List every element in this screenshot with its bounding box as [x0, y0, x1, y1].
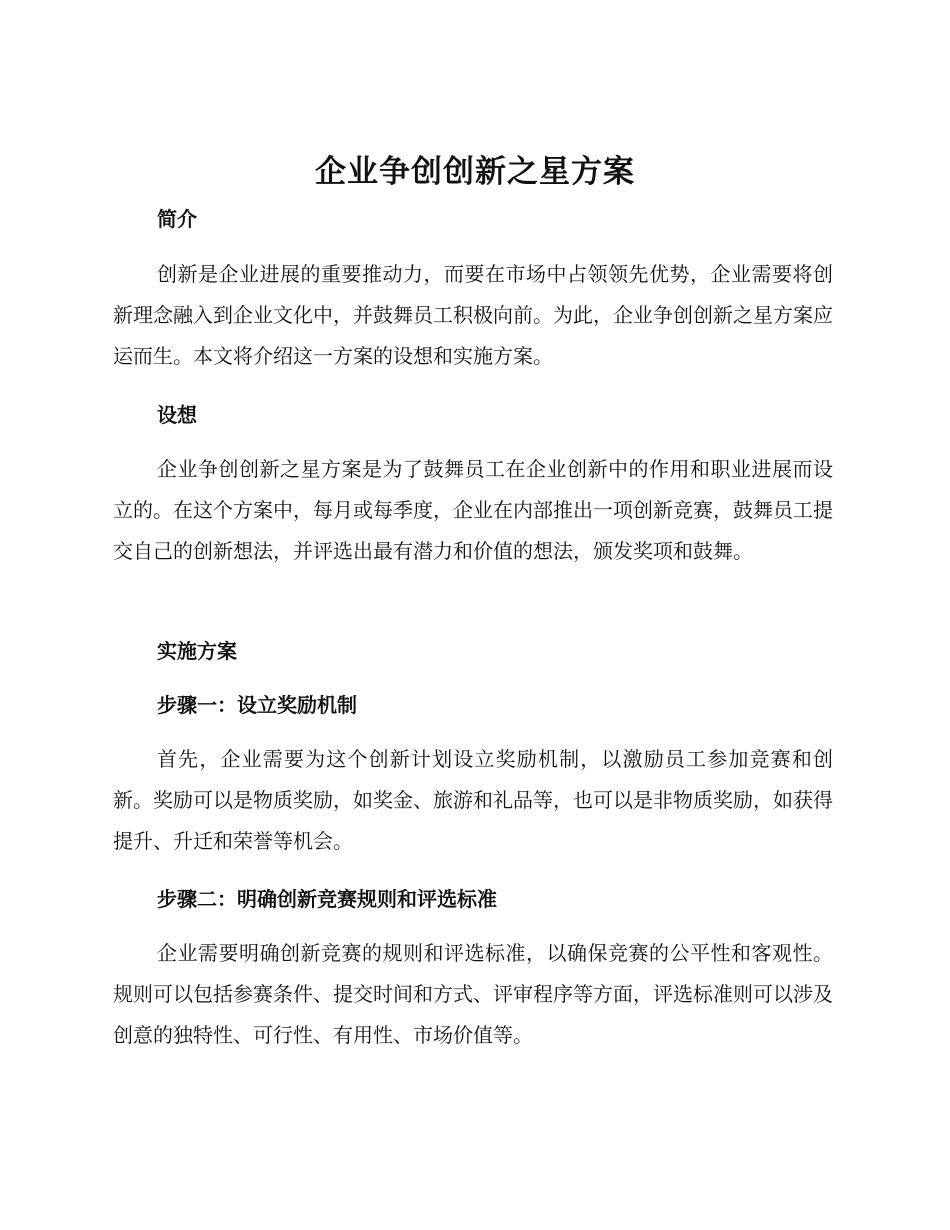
- section-heading-step-one: 步骤一：设立奖励机制: [157, 693, 357, 717]
- section-heading-concept: 设想: [157, 403, 197, 427]
- section-heading-intro: 简介: [157, 207, 197, 231]
- section-paragraph-concept: 企业争创创新之星方案是为了鼓舞员工在企业创新中的作用和职业进展而设立的。在这个方案中，每月或每季度，企业在内部推出一项创新竞赛，鼓舞员工提交自己的创新想法，并评选出最有潜力和价值的想法，颁发奖项和鼓舞。: [113, 457, 833, 563]
- section-heading-implementation: 实施方案: [157, 639, 237, 663]
- section-paragraph-step-one: 首先，企业需要为这个创新计划设立奖励机制，以激励员工参加竞赛和创新。奖励可以是物质奖励，如奖金、旅游和礼品等，也可以是非物质奖励，如获得提升、升迁和荣誉等机会。: [113, 747, 833, 853]
- section-paragraph-intro: 创新是企业进展的重要推动力，而要在市场中占领领先优势，企业需要将创新理念融入到企业文化中，并鼓舞员工积极向前。为此，企业争创创新之星方案应运而生。本文将介绍这一方案的设想和实施方案。: [113, 262, 833, 368]
- document-title: 企业争创创新之星方案: [315, 154, 635, 190]
- section-heading-step-two: 步骤二：明确创新竞赛规则和评选标准: [157, 887, 497, 911]
- section-paragraph-step-two: 企业需要明确创新竞赛的规则和评选标准，以确保竞赛的公平性和客观性。规则可以包括参赛条件、提交时间和方式、评审程序等方面，评选标准则可以涉及创意的独特性、可行性、有用性、市场价值等。: [113, 941, 833, 1047]
